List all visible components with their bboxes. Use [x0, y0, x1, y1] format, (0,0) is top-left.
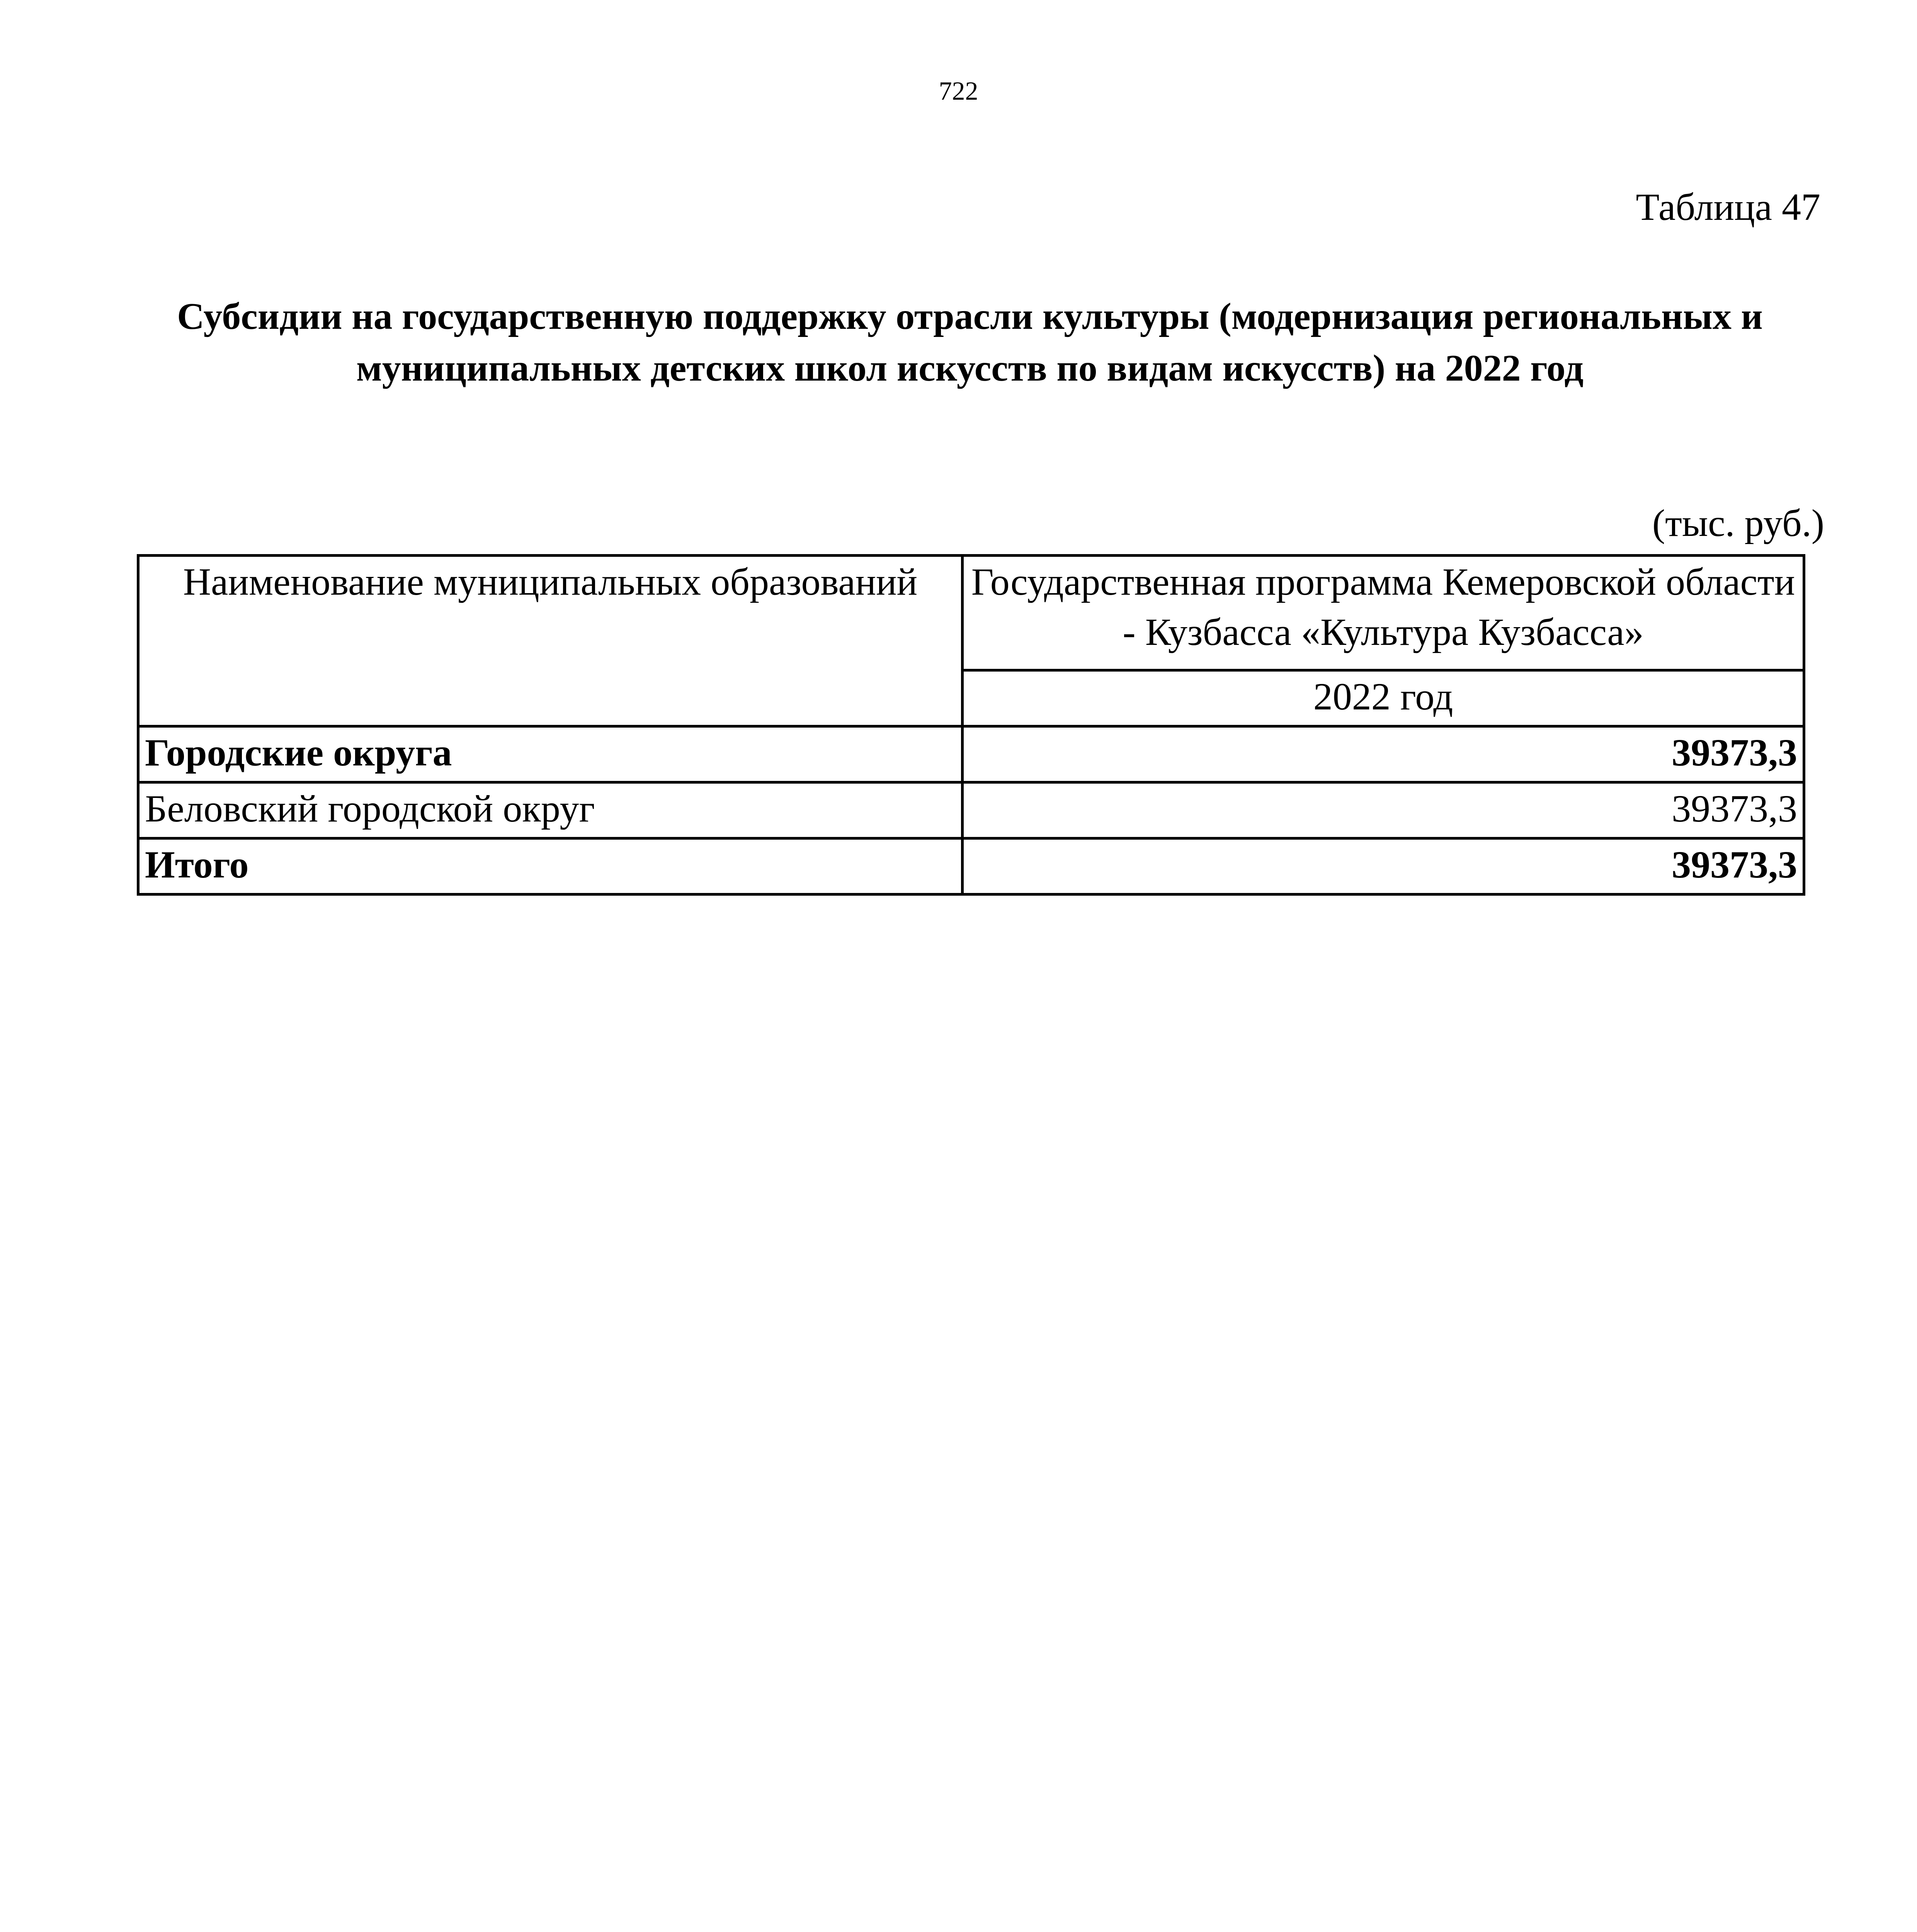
table-row-total	[138, 838, 1804, 895]
page-number: 722	[939, 76, 978, 105]
header-program: Государственная программа Кемеровской области - Кузбасса «Культура Кузбасса»	[963, 556, 1804, 670]
row-value: 39373,3	[963, 726, 1804, 782]
table-row	[138, 726, 1804, 782]
header-municipality: Наименование муниципальных образований	[138, 556, 963, 726]
row-name: Городские округа	[138, 726, 963, 782]
row-value: 39373,3	[963, 782, 1804, 838]
table-row	[138, 782, 1804, 838]
table-label: Таблица 47	[1636, 185, 1820, 228]
table-header-row	[138, 556, 1804, 670]
units-label: (тыс. руб.)	[1652, 502, 1824, 544]
row-value: 39373,3	[963, 838, 1804, 895]
subsidy-table	[137, 554, 1805, 896]
row-name: Беловский городской округ	[138, 782, 963, 838]
header-year: 2022 год	[963, 670, 1804, 726]
document-title: Субсидии на государственную поддержку отрасли культуры (модернизация региональных и муниципальных детских школ искусств по видам искусств) на 2022 год	[177, 296, 1763, 389]
row-name: Итого	[138, 838, 963, 895]
